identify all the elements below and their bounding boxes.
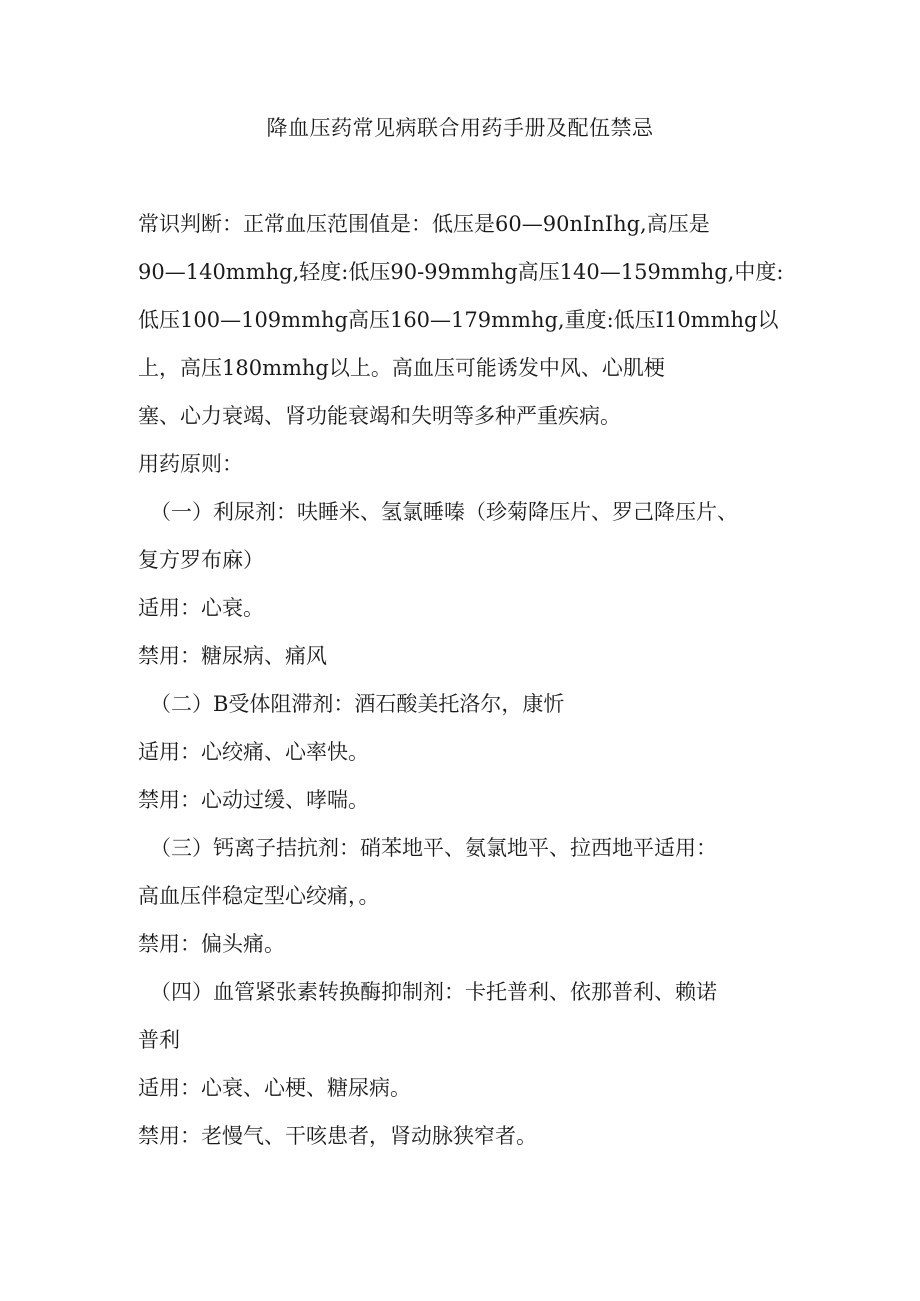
item-ace-inhibitors: （四）血管紧张素转换酶抑制剂：卡托普利、依那普利、赖诺 [150, 980, 717, 1004]
text-line-normal-range: 常识判断：正常血压范围值是：低压是60—90nInIhg,高压是 [138, 212, 710, 236]
section-heading-principles: 用药原则： [138, 452, 243, 476]
text-line-mild: 90—140mmhg,轻度:低压90-99mmhg高压140—159mmhg,中度: [138, 260, 784, 284]
item-ace-inhibitors-cont: 普利 [138, 1028, 180, 1052]
document-title: 降血压药常见病联合用药手册及配伍禁忌 [266, 116, 654, 140]
item-diuretics: （一）利尿剂：呋睡米、氢氯睡嗪（珍菊降压片、罗己降压片、 [150, 500, 738, 524]
diuretics-indication: 适用：心衰。 [138, 596, 264, 620]
beta-blockers-contraindication: 禁用：心动过缓、哮喘。 [138, 788, 369, 812]
text-line-diseases: 塞、心力衰竭、肾功能衰竭和失明等多种严重疾病。 [138, 404, 621, 428]
item-beta-blockers: （二）B受体阻滞剂：酒石酸美托洛尔，康忻 [150, 692, 565, 716]
diuretics-contraindication: 禁用：糖尿病、痛风 [138, 644, 327, 668]
calcium-antagonists-contraindication: 禁用：偏头痛。 [138, 932, 285, 956]
item-calcium-antagonists: （三）钙离子拮抗剂：硝苯地平、氨氯地平、拉西地平适用： [150, 836, 717, 860]
text-line-severe: 上，高压180mmhg以上。高血压可能诱发中风、心肌梗 [138, 356, 665, 380]
ace-inhibitors-indication: 适用：心衰、心梗、糖尿病。 [138, 1076, 411, 1100]
ace-inhibitors-contraindication: 禁用：老慢气、干咳患者，肾动脉狭窄者。 [138, 1124, 537, 1148]
beta-blockers-indication: 适用：心绞痛、心率快。 [138, 740, 369, 764]
item-diuretics-cont: 复方罗布麻） [138, 548, 264, 572]
document-body [138, 200, 818, 1160]
calcium-antagonists-indication: 高血压伴稳定型心绞痛，。 [138, 884, 380, 908]
text-line-moderate: 低压100—109mmhg高压160—179mmhg,重度:低压I10mmhg以 [138, 308, 779, 332]
